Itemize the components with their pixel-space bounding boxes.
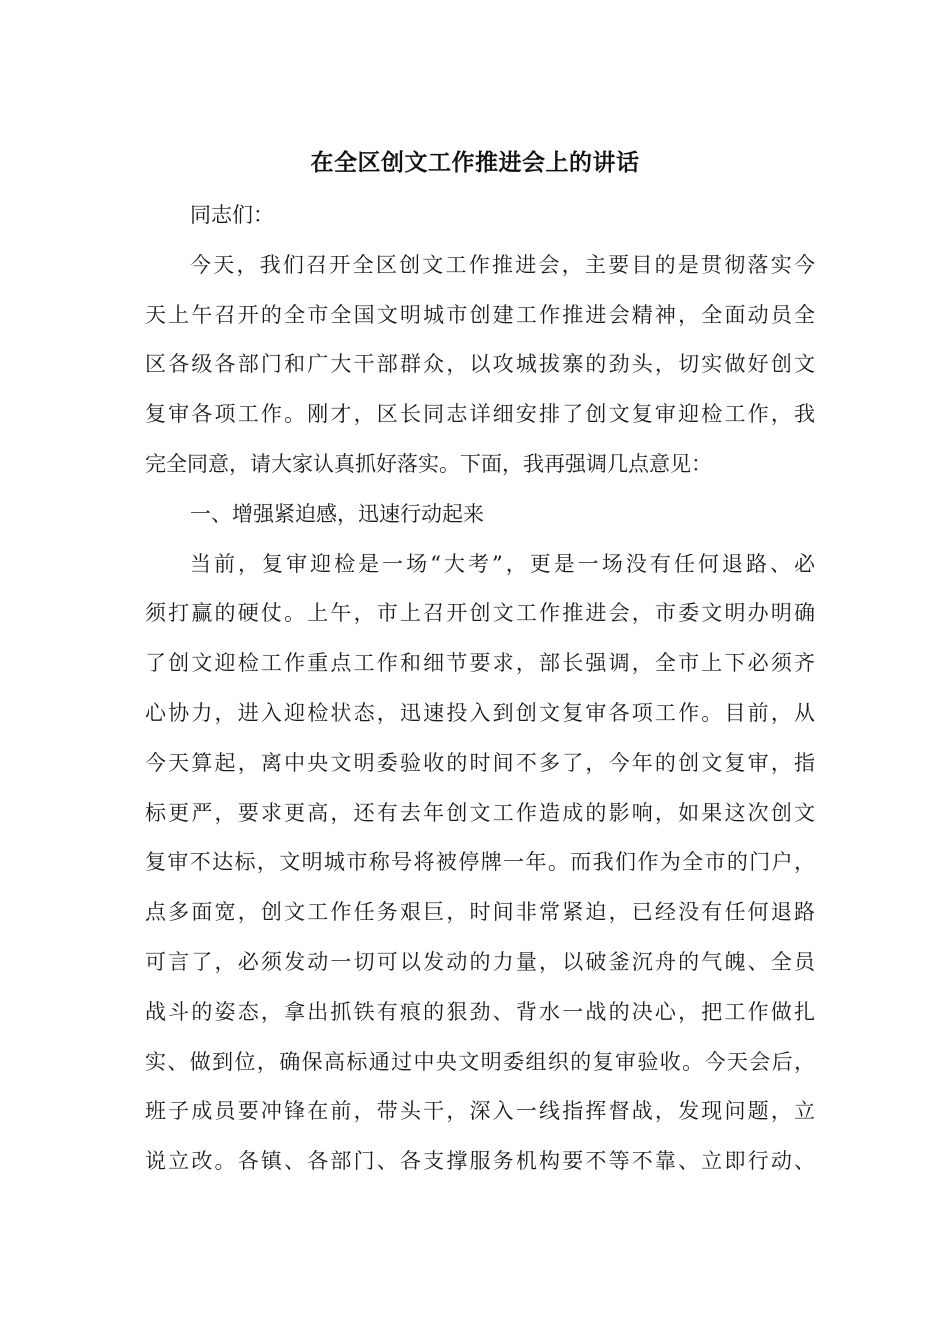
text-line: 完全同意，请大家认真抓好落实。下面，我再强调几点意见：	[145, 452, 712, 476]
text-line: 心协力，进入迎检状态，迅速投入到创文复审各项工作。目前，从	[145, 701, 815, 725]
text-line: 同志们：	[190, 203, 274, 227]
text-line: 复审不达标，文明城市称号将被停牌一年。而我们作为全市的门户，	[145, 850, 815, 875]
text-line: 实、做到位，确保高标通过中央文明委组织的复审验收。今天会后，	[145, 1049, 815, 1074]
text-line: 今天算起，离中央文明委验收的时间不多了，今年的创文复审，指	[145, 750, 815, 775]
text-line: 天上午召开的全市全国文明城市创建工作推进会精神，全面动员全	[145, 302, 815, 327]
text-line: 须打赢的硬仗。上午，市上召开创文工作推进会，市委文明办明确	[145, 601, 815, 626]
text-line: 区各级各部门和广大干部群众，以攻城拔寨的劲头，切实做好创文	[145, 352, 815, 377]
text-line: 当前，复审迎检是一场“大考”，更是一场没有任何退路、必	[190, 551, 815, 576]
text-line: 复审各项工作。刚才，区长同志详细安排了创文复审迎检工作，我	[145, 402, 815, 427]
text-line: 说立改。各镇、各部门、各支撑服务机构要不等不靠、立即行动、	[145, 1149, 815, 1174]
text-line: 今天，我们召开全区创文工作推进会，主要目的是贯彻落实今	[190, 252, 815, 277]
text-line: 了创文迎检工作重点工作和细节要求，部长强调，全市上下必须齐	[145, 651, 815, 676]
text-line: 可言了，必须发动一切可以发动的力量，以破釜沉舟的气魄、全员	[145, 950, 815, 974]
text-line: 战斗的姿态，拿出抓铁有痕的狠劲、背水一战的决心，把工作做扎	[145, 999, 815, 1024]
document-title: 在全区创文工作推进会上的讲话	[310, 150, 640, 176]
text-line: 点多面宽，创文工作任务艰巨，时间非常紧迫，已经没有任何退路	[145, 900, 815, 925]
text-line: 班子成员要冲锋在前，带头干，深入一线指挥督战，发现问题，立	[145, 1099, 815, 1124]
text-line: 标更严，要求更高，还有去年创文工作造成的影响，如果这次创文	[145, 800, 815, 825]
text-line: 一、增强紧迫感，迅速行动起来	[190, 501, 484, 526]
